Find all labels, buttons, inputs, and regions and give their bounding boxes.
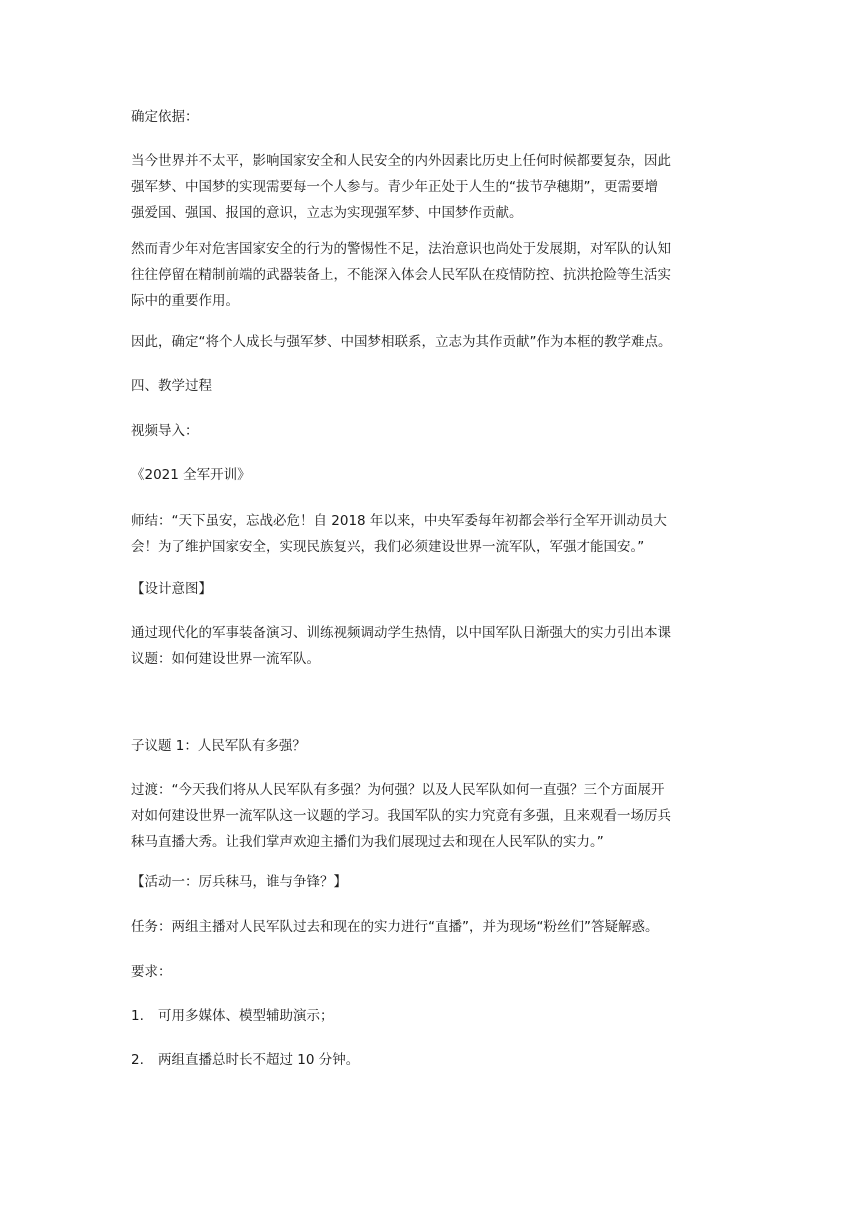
- text-line: 因此，确定“将个人成长与强军梦、中国梦相联系，立志为其作贡献”作为本框的教学难点。: [131, 334, 672, 350]
- text-line: 强爱国、强国、报国的意识，立志为实现强军梦、中国梦作贡献。: [131, 205, 523, 221]
- paragraph-context: [131, 148, 746, 226]
- basis-heading: 确定依据：: [131, 109, 199, 125]
- list-item: [131, 1047, 359, 1073]
- list-text: 两组直播总时长不超过 10 分钟。: [158, 1052, 360, 1068]
- paragraph-difficulty-reason: [131, 236, 746, 314]
- text-line: 通过现代化的军事装备演习、训练视频调动学生热情，以中国军队日渐强大的实力引出本课: [131, 625, 671, 641]
- task-paragraph: [131, 914, 746, 940]
- text-line: 师结：“天下虽安，忘战必危！自 2018 年以来，中央军委每年初都会举行全军开训动员大: [131, 513, 667, 529]
- text-line: 会！为了维护国家安全，实现民族复兴，我们必须建设世界一流军队，军强才能国安。”: [131, 539, 645, 555]
- design-intent: [131, 620, 746, 672]
- video-title: 《2021 全军开训》: [131, 467, 251, 483]
- sub-topic-heading: 子议题 1：人民军队有多强？: [131, 738, 306, 754]
- video-intro-label: 视频导入：: [131, 423, 199, 439]
- requirements-label: 要求：: [131, 964, 172, 980]
- text-line: 对如何建设世界一流军队这一议题的学习。我国军队的实力究竟有多强，且来观看一场厉兵: [131, 808, 671, 824]
- design-intent-label: 【设计意图】: [131, 581, 212, 597]
- activity-heading: 【活动一：厉兵秣马，谁与争锋？】: [131, 874, 347, 890]
- text-line: 秣马直播大秀。让我们掌声欢迎主播们为我们展现过去和现在人民军队的实力。”: [131, 834, 604, 850]
- text-line: 然而青少年对危害国家安全的行为的警惕性不足，法治意识也尚处于发展期，对军队的认知: [131, 241, 671, 257]
- text-line: 际中的重要作用。: [131, 293, 239, 309]
- text-line: 议题：如何建设世界一流军队。: [131, 651, 320, 667]
- text-line: 过渡：“今天我们将从人民军队有多强？为何强？以及人民军队如何一直强？三个方面展开: [131, 782, 665, 798]
- text-line: 当今世界并不太平，影响国家安全和人民安全的内外因素比历史上任何时候都要复杂，因此: [131, 153, 671, 169]
- list-text: 可用多媒体、模型辅助演示；: [158, 1008, 334, 1024]
- list-number: 2.: [131, 1052, 144, 1068]
- text-line: 任务：两组主播对人民军队过去和现在的实力进行“直播”，并为现场“粉丝们”答疑解惑。: [131, 919, 659, 935]
- section-heading: 四、教学过程: [131, 378, 212, 394]
- list-item: [131, 1003, 334, 1029]
- text-line: 往往停留在精制前端的武器装备上，不能深入体会人民军队在疫情防控、抗洪抢险等生活实: [131, 267, 671, 283]
- paragraph-conclusion: [131, 329, 746, 355]
- list-number: 1.: [131, 1008, 144, 1024]
- text-line: 强军梦、中国梦的实现需要每一个人参与。青少年正处于人生的“拔节孕穗期”，更需要增: [131, 179, 658, 195]
- transition-paragraph: [131, 777, 746, 855]
- teacher-summary: [131, 508, 746, 560]
